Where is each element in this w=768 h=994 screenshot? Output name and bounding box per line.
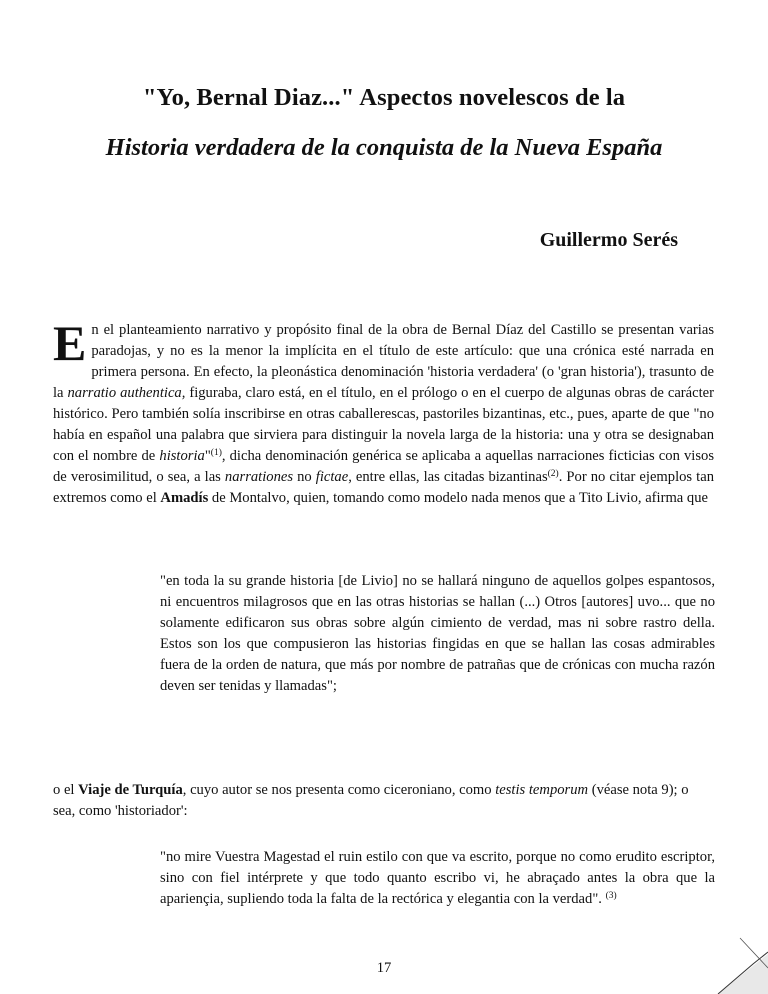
article-title-line-1: "Yo, Bernal Diaz..." Aspectos novelescos de la	[142, 84, 626, 111]
text-segment: o el	[53, 782, 79, 798]
bold-title-ref: Amadís	[160, 490, 209, 506]
text-segment: (véase nota 9); o sea, como 'historiador':	[53, 782, 689, 819]
page-number: 17	[376, 960, 392, 976]
italic-term: fictae	[315, 469, 349, 485]
page-corner-mark	[708, 924, 768, 994]
footnote-ref-3: (3)	[605, 891, 617, 901]
italic-term: historia	[159, 448, 205, 464]
article-title-line-2: Historia verdadera de la conquista de la Nueva España	[105, 134, 663, 161]
text-segment: de Montalvo, quien, tomando como modelo nada menos que a Tito Livio, afirma que	[208, 490, 709, 506]
block-quote-amadis: "en toda la su grande historia [de Livio] no se hallará ninguno de aquellos golpes espantosos, ni encuentros milagrosos que en las otras historias se hallan (...) Otros [autores] uvo... que no solamente edificaron sus obras sobre algún cimiento de verdad, mas ni sobre rastro della. Estos son los que compusieron las historias fingidas en que se hallan las cosas admirables fuera de la orden de natura, que más por nombre de patrañas que de crónicas con mucha razón deven ser tenidas y llamadas";	[160, 573, 715, 694]
italic-term: testis temporum	[495, 782, 589, 798]
text-segment: "	[204, 448, 211, 464]
continuation-paragraph	[53, 780, 714, 822]
text-segment: , dicha denominación genérica se aplicaba a aquellas narraciones ficticias con visos de verosimilitud, o sea, a las	[53, 448, 714, 485]
author-name: Guillermo Serés	[539, 229, 678, 251]
text-segment: figuraba, claro está, en el título, en el prólogo o en el cuerpo de algunas obras de carácter histórico. Pero también solía inscribirse en otras caballerescas, pastoriles bizantinas, etc., pues, aparte de que "no había en español una palabra que sirviera para distinguir la novela larga de la historia: una y otra se designaban con el nombre de	[53, 385, 715, 464]
text-segment: n el planteamiento narrativo y propósito final de la obra de Bernal Díaz del Castillo se presentan varias paradojas, y no es la menor la implícita en el título de este artículo: que una crónica esté narrada en primera persona. En efecto, la pleonástica denominación 'historia verdadera' (o 'gran historia'), trasunto de la	[53, 322, 714, 401]
drop-cap: E	[53, 315, 87, 371]
bold-title-ref: Viaje de Turquía	[78, 782, 183, 798]
text-segment: . Por no citar ejemplos tan extremos como el	[53, 469, 714, 506]
quote-text: "no mire Vuestra Magestad el ruin estilo con que va escrito, porque no como erudito escriptor, sino con fiel intérprete y que todo quanto escribo vi, he abraçado antes la obra que la apariençia, supliendo toda la falta de la rectórica y elegantia con la verdad".	[160, 849, 715, 907]
opening-paragraph	[53, 315, 715, 509]
italic-term: narratio authentica,	[67, 385, 186, 401]
text-segment: , entre ellas, las citadas bizantinas	[348, 469, 548, 485]
footnote-ref-1: (1)	[210, 448, 222, 458]
text-segment: , cuyo autor se nos presenta como ciceroniano, como	[182, 782, 496, 798]
footnote-ref-2: (2)	[547, 469, 559, 479]
text-segment: no	[293, 469, 316, 485]
block-quote-viaje	[160, 847, 715, 910]
italic-term: narrationes	[224, 469, 294, 485]
